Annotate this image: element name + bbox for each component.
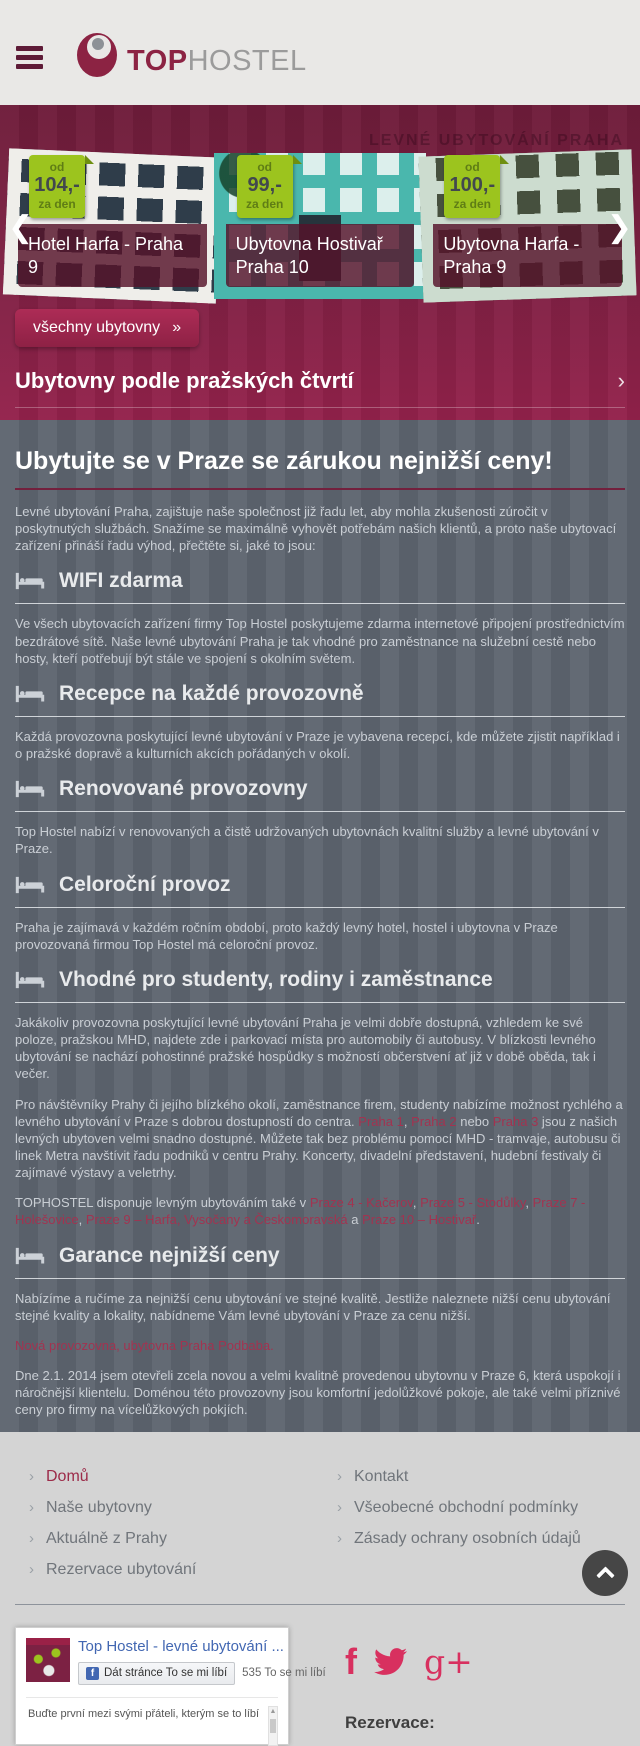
price-value: 99,- [247, 174, 282, 196]
feature-body [15, 823, 625, 857]
hero-watermark: LEVNÉ UBYTOVÁNÍ PRAHA [368, 132, 624, 149]
paragraph [15, 1194, 625, 1228]
reservation-heading: Rezervace: [345, 1712, 435, 1732]
menu-bar [16, 64, 43, 69]
text-run: , [525, 1195, 533, 1211]
brand-bold: TOP [127, 45, 188, 77]
feature-heading [15, 569, 625, 604]
footer-link-label: Kontakt [354, 1467, 409, 1485]
footer-link[interactable] [29, 1530, 317, 1548]
text-run: , [403, 1113, 412, 1129]
price-suffix: za den [453, 197, 492, 211]
paragraph [15, 1014, 625, 1083]
inline-link[interactable]: Praze 9 – Harfa, Vysočany a Českomoravská [85, 1212, 348, 1228]
scrollbar-up-arrow-icon[interactable]: ▲ [269, 1707, 277, 1715]
price-value: 104,- [34, 174, 80, 196]
price-tag [237, 155, 293, 218]
logo-icon [75, 27, 123, 79]
bed-icon [15, 1246, 45, 1266]
text-run: a [347, 1212, 363, 1228]
hostel-card[interactable] [15, 162, 210, 290]
facebook-like-button[interactable] [78, 1662, 235, 1685]
footer-links [15, 1468, 625, 1592]
hostel-title: Ubytovna Hostivař Praha 10 [226, 224, 415, 287]
footer-links-left [15, 1468, 317, 1592]
inline-link[interactable]: Praha 2 [411, 1113, 457, 1129]
paragraph [15, 919, 625, 953]
bed-icon [15, 779, 45, 799]
chevron-right-icon: › [29, 1530, 34, 1548]
all-hostels-label: všechny ubytovny [33, 319, 161, 336]
inline-link[interactable]: Praze 7 - Holešovice [15, 1195, 586, 1228]
feature-section [15, 777, 625, 857]
double-chevron-icon: » [172, 319, 182, 336]
carousel-prev-button[interactable]: ❮ [8, 210, 34, 245]
googleplus-social-icon[interactable]: g+ [424, 1642, 473, 1682]
carousel-next-button[interactable]: ❯ [606, 210, 632, 245]
facebook-page-link[interactable]: Top Hostel - levné ubytování ... [78, 1637, 284, 1655]
footer-link[interactable] [29, 1499, 317, 1517]
feature-heading [15, 777, 625, 812]
feature-title: Recepce na každé provozovně [59, 681, 364, 705]
text-run: Jakákoliv provozovna poskytující levné ubytování Praha je velmi dobře dostupná, vzhledem ke své poloze, pražskou MHD, najdete zde i parkovací místa pro automobily či autobusy. V blízkosti levného ubytování se nachází pohostinné pražské hospůdky s možností občerstvení ať již v době oběda, tak i večer. [15, 1014, 596, 1082]
price-tag [444, 155, 500, 218]
feature-heading [15, 873, 625, 908]
facebook-prompt: Buďte první mezi svými přáteli, kterým se to líbí [28, 1707, 260, 1720]
feature-body [15, 1290, 625, 1419]
feature-section [15, 682, 625, 762]
price-prefix: od [257, 160, 272, 174]
paragraph [15, 1290, 625, 1324]
price-suffix: za den [246, 197, 284, 211]
footer-link[interactable] [337, 1499, 625, 1517]
footer-right-column [289, 1627, 473, 1733]
text-run: Top Hostel nabízí v renovovaných a čistě udržovaných ubytovnách kvalitní služby a levné ubytování v Praze. [15, 824, 599, 857]
text-run: Ve všech ubytovacích zařízení firmy Top Hostel poskytujeme zdarma internetové připojení prostřednictvím bezdrátové sítě. Naše levné ubytování Praha je tak vhodné pro zaměstnance na služební cestě nebo hosty, kteří potřebují být stále ve spojení s okolním světem. [15, 616, 625, 666]
facebook-social-icon[interactable]: f [345, 1640, 357, 1682]
feature-title: Renovované provozovny [59, 777, 308, 801]
text-run: , [412, 1195, 421, 1211]
footer-link-label: Rezervace ubytování [46, 1560, 197, 1578]
chevron-up-icon [596, 1566, 614, 1584]
price-suffix: za den [38, 197, 76, 211]
feature-section [15, 873, 625, 953]
footer-link-label: Všeobecné obchodní podmínky [354, 1498, 579, 1516]
twitter-bird-icon [374, 1645, 407, 1678]
feature-title: Vhodné pro studenty, rodiny i zaměstnance [59, 967, 493, 991]
feature-section [15, 1244, 625, 1419]
hostel-card[interactable] [430, 162, 625, 290]
brand-name [127, 45, 307, 78]
feature-body [15, 919, 625, 953]
text-run: Nabízíme a ručíme za nejnižší cenu ubytování ve stejné kvalitě. Jestliže naleznete nižší cenu ubytování stejné kvality a lokality, nabídneme Vám levné ubytování v Praze za cenu nižší. [15, 1290, 611, 1323]
hostel-carousel [15, 162, 625, 290]
footer-link[interactable] [29, 1468, 317, 1486]
menu-icon[interactable] [16, 46, 43, 69]
social-links [345, 1641, 473, 1683]
text-run: Praha je zajímavá v každém ročním období, proto každý levný hotel, hostel i ubytovna v Praze provozovaná firmou Top Hostel má celoroční provoz. [15, 919, 558, 952]
chevron-right-icon: › [337, 1499, 342, 1517]
text-run: , [78, 1212, 86, 1228]
hero-carousel-section [0, 105, 640, 420]
price-tag-fold [500, 155, 509, 164]
footer-bottom [15, 1605, 625, 1745]
main-content [0, 420, 640, 1432]
logo[interactable] [75, 27, 307, 79]
feature-body [15, 728, 625, 762]
hostel-title: Hotel Harfa - Praha 9 [18, 224, 207, 287]
facebook-like-count: 535 To se mi líbí [242, 1667, 326, 1680]
hostel-title: Ubytovna Harfa - Praha 9 [433, 224, 622, 287]
bed-icon [15, 875, 45, 895]
logo-dot [92, 38, 104, 50]
text-run: jsou z našich levných ubytoven velmi snadno dostupné. Můžete tak bez problému pomocí MHD - tramvaje, autobusu či linek Metra navštívit řadu podniků v centru Prahy. Koncerty, divadelní představení, hudební festivaly či zajímavé výstavy a veletrhy. [15, 1113, 621, 1181]
chevron-right-icon: › [29, 1468, 34, 1486]
feature-body [15, 615, 625, 666]
feature-section [15, 968, 625, 1229]
feature-sections [15, 569, 625, 1418]
price-tag [29, 155, 85, 218]
paragraph [15, 823, 625, 857]
inline-link[interactable]: Praze 4 - Kačerov [309, 1195, 413, 1211]
hostel-card[interactable] [223, 162, 418, 290]
page-title: Ubytujte se v Praze se zárukou nejnižší ceny! [15, 447, 625, 490]
text-run: Každá provozovna poskytující levné ubytování v Praze je vybavena recepcí, kde můžete zjistit například i o pražské dopravě a kulturních akcích pořádaných v okolí. [15, 728, 620, 762]
chevron-right-icon: › [337, 1530, 342, 1548]
footer-links-right [323, 1468, 625, 1592]
text-run: TOPHOSTEL disponuje levným ubytováním také v [15, 1195, 310, 1211]
footer-link[interactable] [337, 1530, 625, 1548]
text-run: Pro návštěvníky Prahy či jejího blízkého okolí, zaměstnance firem, studenty nabízíme možnost rychlého a levného ubytování v Praze s dobrou dostupností do centra. [15, 1096, 623, 1129]
districts-heading: Ubytovny podle pražských čtvrtí [15, 368, 354, 393]
footer-link-label: Aktuálně z Prahy [46, 1529, 167, 1547]
inline-link[interactable]: Praze 5 - Stodůlky [420, 1195, 526, 1211]
facebook-like-label: Dát stránce To se mi líbí [104, 1667, 228, 1680]
footer-link[interactable] [29, 1561, 317, 1579]
feature-title: WIFI zdarma [59, 569, 183, 593]
price-prefix: od [465, 160, 480, 174]
paragraph [15, 728, 625, 762]
chevron-right-icon: › [29, 1499, 34, 1517]
scrollbar[interactable] [268, 1706, 278, 1746]
menu-bar [16, 55, 43, 60]
bed-icon [15, 970, 45, 990]
feature-heading [15, 1244, 625, 1279]
feature-body [15, 1014, 625, 1229]
facebook-icon: f [86, 1667, 99, 1680]
paragraph [15, 1367, 625, 1418]
footer-link[interactable] [337, 1468, 625, 1486]
footer-link-label: Naše ubytovny [46, 1498, 152, 1516]
inline-link[interactable]: Praha 1 [358, 1113, 404, 1129]
twitter-social-icon[interactable] [374, 1645, 407, 1678]
districts-link[interactable] [15, 360, 625, 408]
price-prefix: od [49, 160, 65, 174]
footer-link-label: Zásady ochrany osobních údajů [354, 1529, 581, 1547]
brand-light: HOSTEL [187, 45, 307, 77]
menu-bar [16, 46, 43, 51]
bed-icon [15, 684, 45, 704]
text-run: nebo [456, 1113, 493, 1129]
footer [0, 1432, 640, 1745]
facebook-widget [15, 1627, 326, 1745]
price-tag-fold [85, 155, 94, 164]
paragraph [15, 615, 625, 666]
scrollbar-thumb[interactable] [270, 1719, 276, 1733]
inline-link[interactable]: Nová provozovna, ubytovna Praha Podbaba. [15, 1337, 274, 1353]
feature-heading [15, 968, 625, 1003]
chevron-right-icon: › [29, 1561, 34, 1579]
price-value: 100,- [449, 174, 496, 196]
facebook-page-thumbnail [26, 1638, 70, 1682]
chevron-right-icon: › [617, 368, 625, 393]
chevron-right-icon: › [337, 1468, 342, 1486]
intro-paragraph: Levné ubytování Praha, zajištuje naše společnost již řadu let, aby mohla zkušenosti zúročit v poskytnutých službách. Snažíme se maximálně vyhovět potřebám našich klientů, a proto naše ubytovací zařízení přináší řadu výhod, přečtěte si, jaké to jsou: [15, 504, 617, 554]
feature-heading [15, 682, 625, 717]
paragraph [15, 1096, 625, 1182]
inline-link[interactable]: Praze 10 – Hostivař [362, 1212, 477, 1228]
feature-section [15, 569, 625, 666]
feature-title: Celoroční provoz [59, 872, 231, 896]
price-tag-fold [293, 155, 302, 164]
inline-link[interactable]: Praha 3 [492, 1113, 539, 1129]
header [0, 0, 640, 105]
text-run: Dne 2.1. 2014 jsem otevřeli zcela novou a velmi kvalitně provedenou ubytovnu v Praze 6, která uspokojí i náročnější klientelu. Doménou této provozovny jsou komfortní jedolůžkové pokoje, ale také velmi příznivé ceny pro firmy na vícelůžkových pokjích. [15, 1368, 621, 1418]
scroll-to-top-button[interactable] [582, 1550, 628, 1596]
all-hostels-button[interactable] [15, 309, 199, 347]
facebook-widget-body [26, 1697, 278, 1736]
text-run: . [476, 1212, 480, 1228]
paragraph [15, 1337, 625, 1354]
footer-link-label: Domů [46, 1467, 89, 1485]
feature-title: Garance nejnižší ceny [59, 1243, 280, 1267]
bed-icon [15, 571, 45, 591]
facebook-widget-header [26, 1637, 326, 1685]
